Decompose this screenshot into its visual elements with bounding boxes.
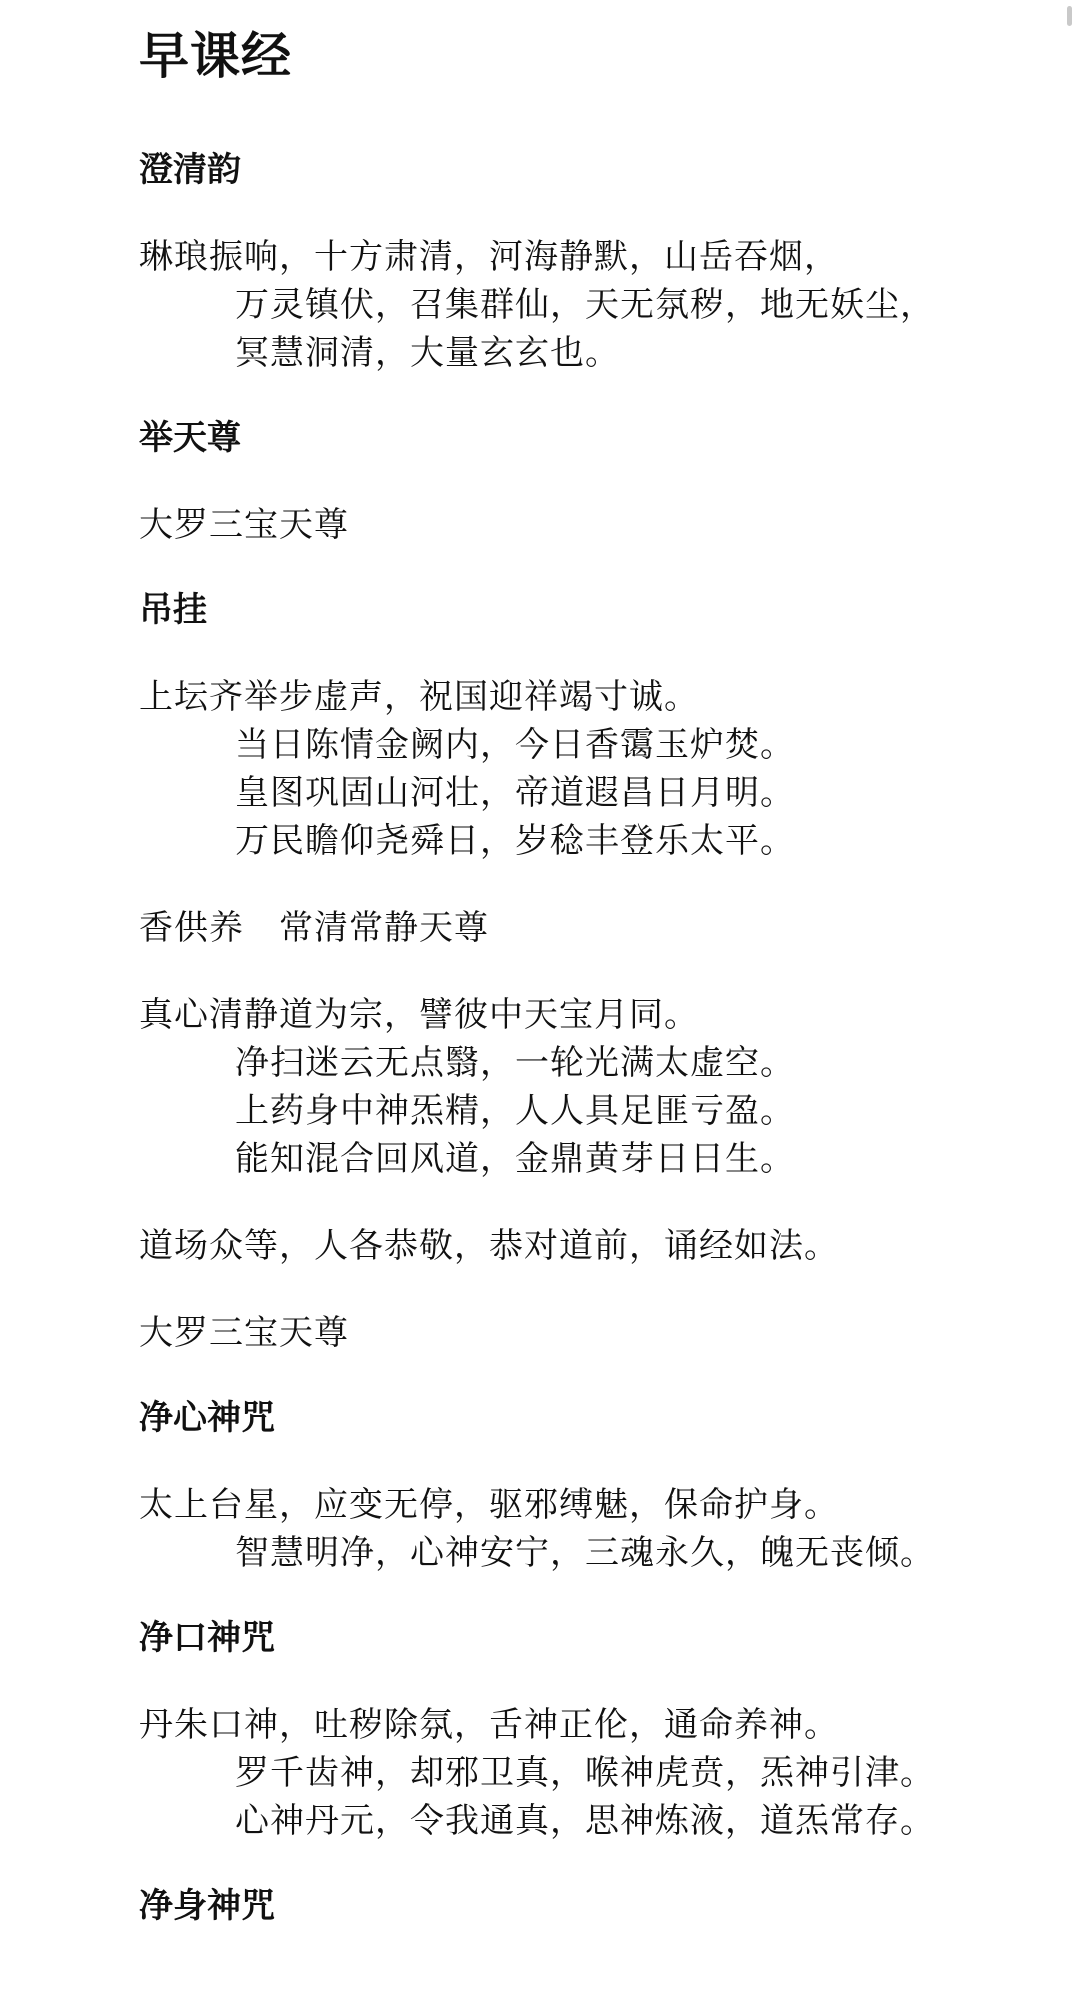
paragraph-chengqingyun [139, 233, 1059, 377]
section-heading-diaogua: 吊挂 [139, 590, 207, 630]
text-line: 冥慧洞清，大量玄玄也。 [235, 333, 620, 373]
section-heading-jingkoushenzhou: 净口神咒 [139, 1618, 275, 1658]
text-line: 当日陈情金阙内，今日香霭玉炉焚。 [235, 725, 795, 765]
text-line: 万灵镇伏，召集群仙，天无氛秽，地无妖尘， [235, 285, 935, 325]
text-line: 心神丹元，令我通真，思神炼液，道炁常存。 [235, 1801, 935, 1841]
paragraph-offering [139, 904, 1059, 952]
text-line: 大罗三宝天尊 [139, 1313, 349, 1353]
text-line: 智慧明净，心神安宁，三魂永久，魄无丧倾。 [235, 1533, 935, 1573]
scrollbar-thumb[interactable] [1067, 6, 1072, 26]
page-title: 早课经 [139, 27, 292, 85]
section-heading-jingshenshenzhou: 净身神咒 [139, 1886, 275, 1926]
paragraph-verse [139, 991, 1059, 1183]
paragraph-closing [139, 1309, 1059, 1357]
paragraph-diaogua [139, 673, 1059, 865]
paragraph-jutianzun [139, 501, 1059, 549]
text-line: 上坛齐举步虚声，祝国迎祥竭寸诚。 [139, 677, 699, 717]
text-line: 能知混合回风道，金鼎黄芽日日生。 [235, 1139, 795, 1179]
text-line: 上药身中神炁精，人人具足匪亏盈。 [235, 1091, 795, 1131]
text-line: 万民瞻仰尧舜日，岁稔丰登乐太平。 [235, 821, 795, 861]
paragraph-jingxinshenzhou [139, 1481, 1059, 1577]
text-line: 大罗三宝天尊 [139, 505, 349, 545]
text-line: 道场众等，人各恭敬，恭对道前，诵经如法。 [139, 1226, 839, 1266]
text-line: 真心清静道为宗，譬彼中天宝月同。 [139, 995, 699, 1035]
text-line: 太上台星，应变无停，驱邪缚魅，保命护身。 [139, 1485, 839, 1525]
text-line: 皇图巩固山河壮，帝道遐昌日月明。 [235, 773, 795, 813]
section-heading-chengqingyun: 澄清韵 [139, 150, 241, 190]
paragraph-exhortation [139, 1222, 1059, 1270]
paragraph-jingkoushenzhou [139, 1701, 1059, 1845]
text-line: 琳琅振响，十方肃清，河海静默，山岳吞烟， [139, 237, 839, 277]
text-line: 香供养 常清常静天尊 [139, 908, 489, 948]
section-heading-jutianzun: 举天尊 [139, 418, 241, 458]
document-content [139, 26, 1059, 1969]
section-heading-jingxinshenzhou: 净心神咒 [139, 1398, 275, 1438]
text-line: 净扫迷云无点翳，一轮光满太虚空。 [235, 1043, 795, 1083]
text-line: 丹朱口神，吐秽除氛，舌神正伦，通命养神。 [139, 1705, 839, 1745]
text-line: 罗千齿神，却邪卫真，喉神虎贲，炁神引津。 [235, 1753, 935, 1793]
